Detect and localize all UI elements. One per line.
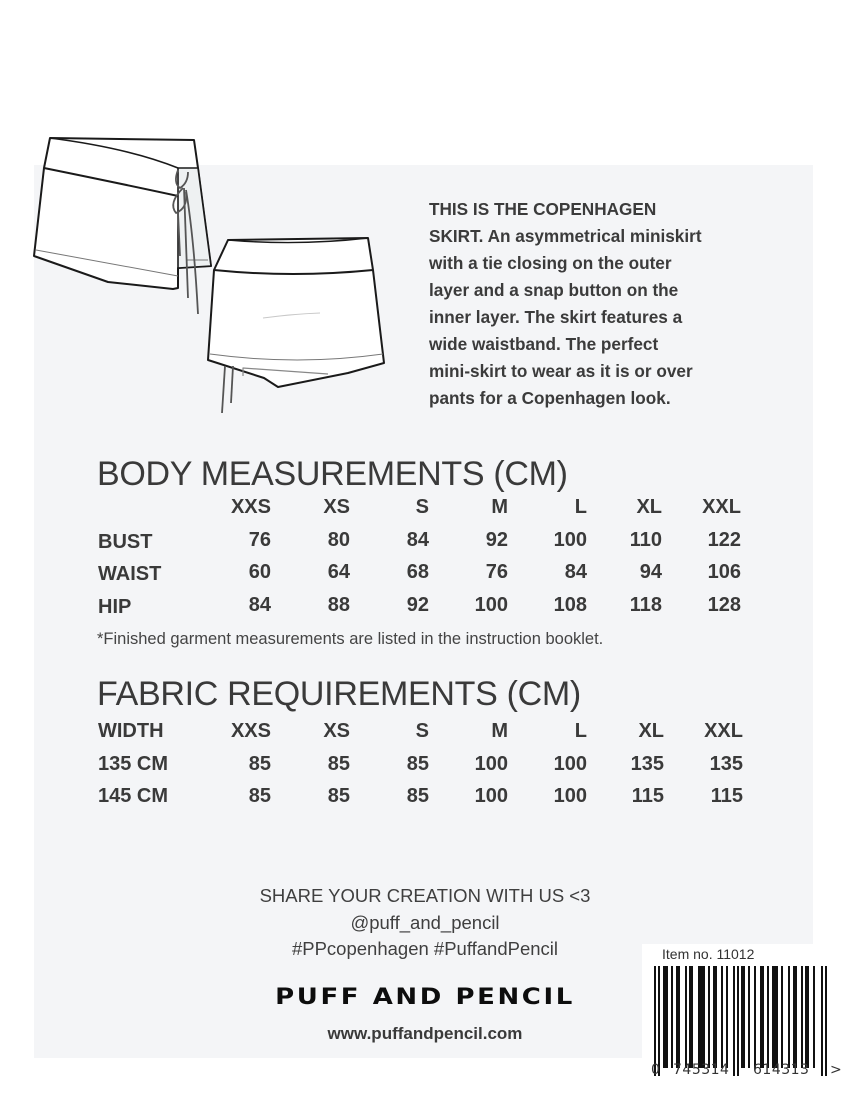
table-cell: 100: [553, 785, 587, 807]
table-cell: 84: [248, 593, 271, 616]
table-cell: 135: [709, 752, 743, 775]
size-header: S: [415, 720, 429, 742]
row-label: HIP: [98, 595, 132, 618]
barcode-digits-left: 745314: [673, 1062, 730, 1078]
body-measurements-title: BODY MEASUREMENTS (CM): [97, 455, 568, 493]
table-cell: 92: [406, 593, 429, 616]
description-line: mini-skirt to wear as it is or over: [429, 361, 693, 381]
fabric-requirements-title: FABRIC REQUIREMENTS (CM): [97, 675, 581, 713]
table-cell: 80: [327, 528, 350, 551]
table-cell: 100: [474, 593, 508, 616]
row-label: WAIST: [98, 563, 162, 585]
skirt-back-sketch: [208, 238, 384, 413]
table-cell: 115: [710, 785, 743, 807]
table-cell: 118: [629, 593, 662, 616]
size-header: L: [574, 720, 587, 742]
size-header: XL: [636, 496, 662, 518]
measurement-note: *Finished garment measurements are listed in the instruction booklet.: [97, 630, 604, 648]
barcode-end-mark: >: [830, 1062, 843, 1078]
table-cell: 94: [639, 561, 662, 583]
hashtags: #PPcopenhagen #PuffandPencil: [291, 938, 559, 959]
row-label: 145 CM: [98, 785, 169, 807]
description-line: wide waistband. The perfect: [429, 334, 659, 354]
table-cell: 84: [564, 561, 587, 583]
barcode-digits-right: 614313: [753, 1062, 810, 1078]
size-header: S: [415, 496, 429, 518]
barcode-digit: 0: [651, 1062, 661, 1078]
website-url: www.puffandpencil.com: [327, 1024, 523, 1043]
share-section: [210, 883, 640, 963]
description-line: inner layer. The skirt features a: [429, 307, 683, 327]
size-header: XXS: [230, 720, 271, 742]
table-cell: 100: [474, 785, 508, 807]
table-cell: 76: [248, 528, 271, 551]
size-header: XL: [638, 720, 664, 742]
barcode-icon: [650, 966, 836, 1076]
table-cell: 85: [327, 785, 350, 807]
description-line: layer and a snap button on the: [429, 280, 679, 300]
table-cell: 100: [553, 528, 587, 551]
table-cell: 84: [406, 528, 429, 551]
size-header: XS: [323, 720, 350, 742]
skirt-sketch-icon: [28, 128, 398, 428]
item-number: Item no. 11012: [662, 946, 755, 962]
table-cell: 85: [406, 785, 429, 807]
table-cell: 85: [327, 752, 350, 775]
table-cell: 88: [327, 593, 350, 616]
description-line: SKIRT. An asymmetrical miniskirt: [429, 226, 702, 246]
table-cell: 85: [406, 752, 429, 775]
product-description: [429, 196, 779, 412]
table-cell: 108: [553, 593, 587, 616]
description-line: THIS IS THE COPENHAGEN: [429, 199, 657, 219]
width-header: WIDTH: [98, 720, 164, 742]
share-heading: SHARE YOUR CREATION WITH US <3: [259, 885, 591, 906]
table-cell: 76: [485, 561, 508, 583]
table-cell: 122: [707, 528, 741, 551]
table-cell: 64: [327, 561, 350, 583]
size-header: M: [491, 496, 508, 518]
table-cell: 115: [631, 785, 664, 807]
row-label: 135 CM: [98, 752, 169, 775]
table-cell: 100: [553, 752, 587, 775]
description-line: pants for a Copenhagen look.: [429, 388, 671, 408]
table-cell: 135: [630, 752, 664, 775]
barcode-label: [642, 944, 842, 1097]
size-header: M: [491, 720, 508, 742]
table-cell: 60: [248, 561, 271, 583]
table-cell: 100: [474, 752, 508, 775]
brand-logo: PUFF AND PENCIL: [275, 985, 575, 1010]
instagram-handle: @puff_and_pencil: [350, 911, 500, 933]
table-cell: 110: [629, 528, 662, 551]
table-cell: 85: [248, 752, 271, 775]
table-cell: 92: [485, 528, 508, 551]
row-label: BUST: [98, 530, 153, 553]
size-header: L: [574, 496, 587, 518]
table-cell: 85: [248, 785, 271, 807]
size-header: XXS: [230, 496, 271, 518]
table-cell: 68: [406, 561, 429, 583]
skirt-illustrations: [28, 128, 398, 428]
description-line: with a tie closing on the outer: [429, 253, 672, 273]
size-header: XXL: [704, 720, 743, 742]
size-header: XXL: [702, 496, 741, 518]
skirt-front-sketch: [34, 138, 211, 314]
table-cell: 128: [707, 593, 741, 616]
table-cell: 106: [707, 561, 741, 583]
size-header: XS: [323, 496, 350, 518]
